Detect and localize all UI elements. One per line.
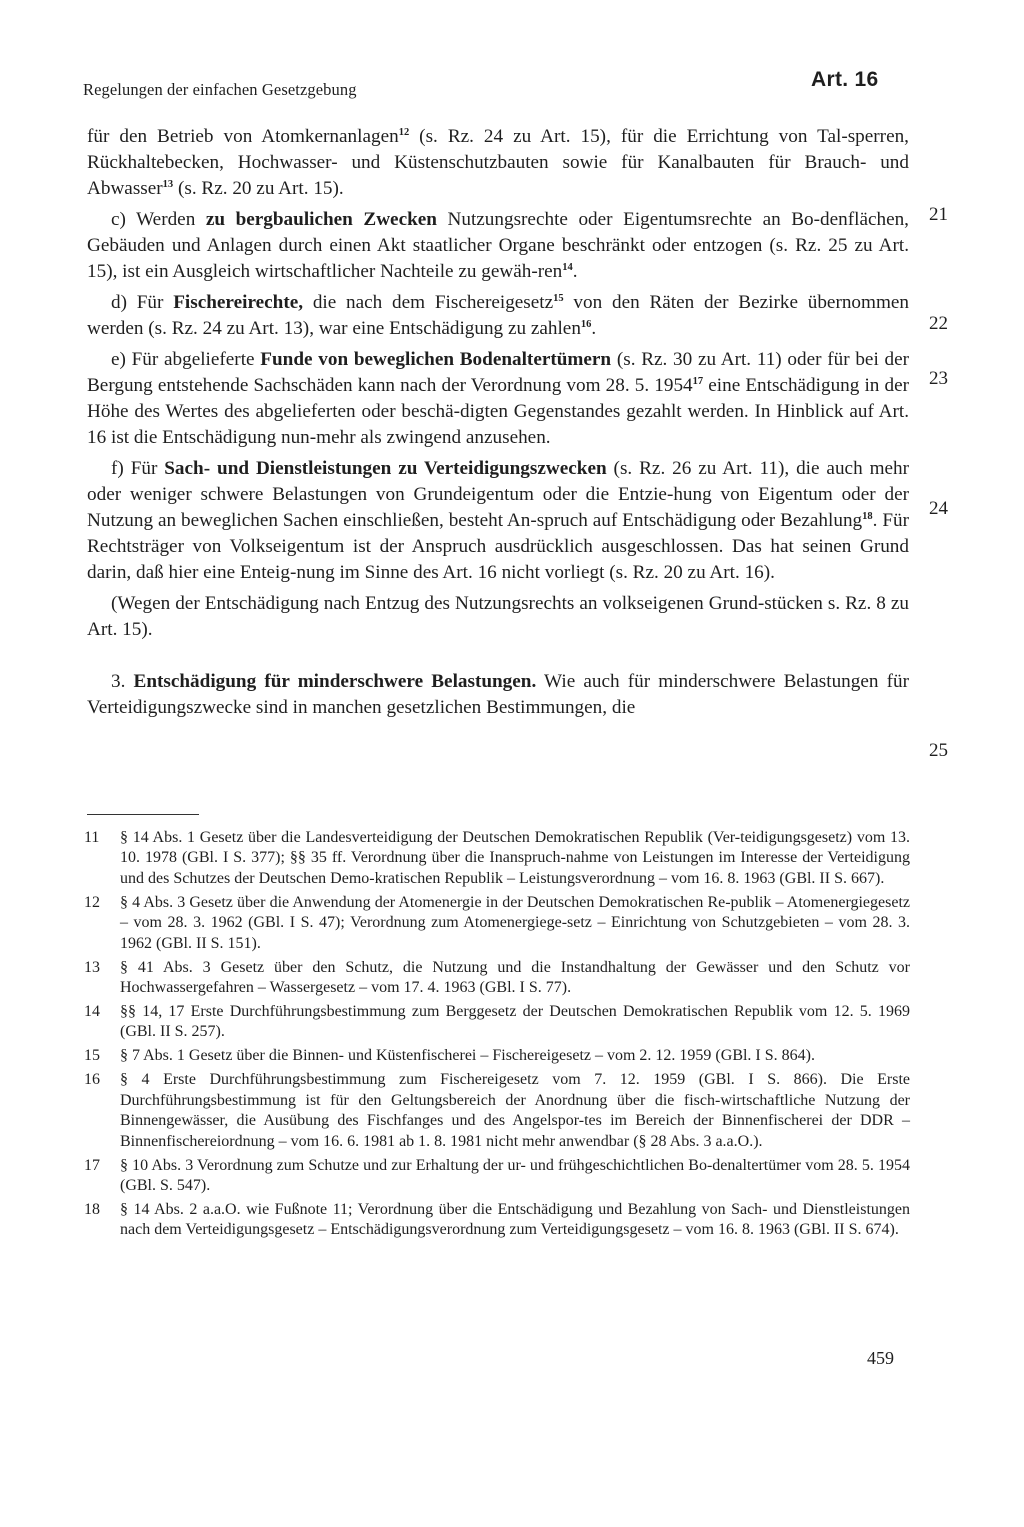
footnote-number: 18 xyxy=(84,1201,100,1219)
margin-number: 21 xyxy=(929,204,948,225)
footnote-ref: 14 xyxy=(562,262,573,273)
footnote-text: §§ 14, 17 Erste Durchführungsbestimmung zum Berggesetz der Deutschen Demokratischen Republik vom 12. 5. 1969 (GBl. II S. 257). xyxy=(120,1003,910,1041)
footnote xyxy=(84,1002,910,1043)
paragraph-rz-25: 3. Entschädigung für minderschwere Belastungen. Wie auch für minderschwere Belastungen für Verteidigungszwecke sind in manchen gesetzlichen Bestimmungen, die xyxy=(87,671,909,718)
page-number: 459 xyxy=(867,1348,894,1368)
paragraph-rz-21: c) Werden zu bergbaulichen Zwecken Nutzungsrechte oder Eigentumsrechte an Bo-denflächen, Gebäuden und Anlagen durch einen Akt staatlicher Organe beschränkt oder entzogen (s. Rz. 25 zu Art. 15), ist ein Ausgleich wirtschaftlicher Nachteile zu gewäh-ren$^{14}$. xyxy=(87,209,909,282)
paragraph-note: (Wegen der Entschädigung nach Entzug des Nutzungsrechts an volkseigenen Grund-stücken s. Rz. 8 zu Art. 15). xyxy=(87,593,909,640)
margin-number: 24 xyxy=(929,498,948,519)
paragraph-rz-24: f) Für Sach- und Dienstleistungen zu Verteidigungszwecken (s. Rz. 26 zu Art. 11), die auch mehr oder weniger schwere Belastungen von Grundeigentum oder die Entzie-hung von Eigentum oder der Nutzung an beweglichen Sachen einschließen, besteht An-spruch auf Entschädigung oder Bezahlung$^{18}$. Für Rechtsträger von Volkseigentum ist der Anspruch ausdrücklich ausgeschlossen. Das hat seinen Grund darin, daß hier eine Enteig-nung im Sinne des Art. 16 nicht vorliegt (s. Rz. 20 zu Art. 16). xyxy=(87,458,909,583)
footnote xyxy=(84,893,910,954)
footnote-text: § 7 Abs. 1 Gesetz über die Binnen- und Küstenfischerei – Fischereigesetz – vom 2. 12. 1959 (GBl. I S. 864). xyxy=(120,1047,815,1065)
paragraph-continuation: für den Betrieb von Atomkernanlagen$^{12}$ (s. Rz. 24 zu Art. 15), für die Errichtung von Tal-sperren, Rückhaltebecken, Hochwasser- und Küstenschutzbauten sowie für Kanalbauten für Brauch- und Abwasser$^{13}$ (s. Rz. 20 zu Art. 15). xyxy=(87,126,909,199)
footnote-text: § 10 Abs. 3 Verordnung zum Schutze und zur Erhaltung der ur- und frühgeschichtlichen Bo-denaltertümer vom 28. 5. 1954 (GBl. S. 547). xyxy=(120,1156,910,1195)
footnote-text: § 4 Erste Durchführungsbestimmung zum Fischereigesetz vom 7. 12. 1959 (GBl. I S. 866). Die Erste Durchführungsbestimmung ist für den Geltungsbereich der Anordnung über die fisch-wirtschaftliche Nutzung der Binnengewässer, die Ausübung des Fischfanges und des Angelspor-tes im Bereich der Binnenfischerei der DDR – Binnenfischereiordnung – vom 16. 6. 1981 ab 1. 8. 1981 nicht mehr anwendbar (§ 28 Abs. 3 a.a.O.). xyxy=(120,1071,910,1150)
margin-number: 22 xyxy=(929,313,948,334)
margin-number: 23 xyxy=(929,368,948,389)
footnote-number: 13 xyxy=(84,958,100,976)
main-text xyxy=(87,124,909,726)
footnote-number: 11 xyxy=(84,829,100,846)
paragraph-rz-22: d) Für Fischereirechte, die nach dem Fischereigesetz$^{15}$ von den Räten der Bezirke übernommen werden (s. Rz. 24 zu Art. 13), war eine Entschädigung zu zahlen$^{16}$. xyxy=(87,292,909,339)
footnote-ref: 13 xyxy=(162,179,174,190)
footnote-number: 12 xyxy=(84,893,100,911)
footnotes xyxy=(84,828,910,1244)
footnote-ref: 18 xyxy=(862,511,873,522)
footnote xyxy=(84,958,910,999)
running-head-title: Regelungen der einfachen Gesetzgebung xyxy=(83,80,357,99)
footnote xyxy=(84,1156,910,1197)
footnote-text: § 14 Abs. 1 Gesetz über die Landesverteidigung der Deutschen Demokratischen Republik (Ver-teidigungsgesetz) vom 13. 10. 1978 (GBl. I S. 377); §§ 35 ff. Verordnung über die Inanspruch-nahme von Leistungen im Interesse der Verteidigung und des Schutzes der Deutschen Demo-kratischen Republik – Leistungsverordnung – vom 16. 8. 1963 (GBl. II S. 667). xyxy=(120,829,910,887)
footnote-divider xyxy=(87,814,199,815)
footnote xyxy=(84,828,910,889)
footnote-number: 17 xyxy=(84,1156,100,1174)
footnote-number: 14 xyxy=(84,1003,100,1021)
paragraph-rz-23: e) Für abgelieferte Funde von beweglichen Bodenaltertümern (s. Rz. 30 zu Art. 11) oder für bei der Bergung entstehende Sachschäden kann nach der Verordnung vom 28. 5. 1954$^{17}$ eine Entschädigung in der Höhe des Wertes des abgelieferten oder beschä-digten Gegenstandes gezahlt werden. In Hinblick auf Art. 16 ist die Entschädigung nun-mehr als zwingend anzusehen. xyxy=(87,349,910,448)
footnote-ref: 17 xyxy=(692,376,704,387)
footnote xyxy=(84,1070,910,1152)
footnote-text: § 4 Abs. 3 Gesetz über die Anwendung der Atomenergie in der Deutschen Demokratischen Re-publik – Atomenergiegesetz – vom 28. 3. 1962 (GBl. I S. 47); Verordnung zum Atomenergiege-setz – Einrichtung von Schutzgebieten – vom 28. 3. 1962 (GBl. II S. 151). xyxy=(120,893,910,952)
margin-number: 25 xyxy=(929,740,948,761)
footnote-number: 15 xyxy=(84,1047,100,1065)
footnote-ref: 15 xyxy=(553,293,564,304)
footnote xyxy=(84,1200,910,1241)
footnote-text: § 41 Abs. 3 Gesetz über den Schutz, die Nutzung und die Instandhaltung der Gewässer und den Schutz vor Hochwassergefahren – Wassergesetz – vom 17. 4. 1963 (GBl. I S. 77). xyxy=(120,958,910,997)
footnote-number: 16 xyxy=(84,1071,100,1089)
footnote-text: § 14 Abs. 2 a.a.O. wie Fußnote 11; Verordnung über die Entschädigung und Bezahlung von Sach- und Dienstleistungen nach dem Verteidigungsgesetz – Entschädigungsverordnung zum Verteidigungsgesetz – vom 16. 8. 1963 (GBl. II S. 674). xyxy=(120,1201,910,1239)
footnote xyxy=(84,1046,910,1066)
footnote-ref: 12 xyxy=(398,127,410,138)
footnote-ref: 16 xyxy=(580,319,592,330)
article-label: Art. 16 xyxy=(811,68,879,91)
